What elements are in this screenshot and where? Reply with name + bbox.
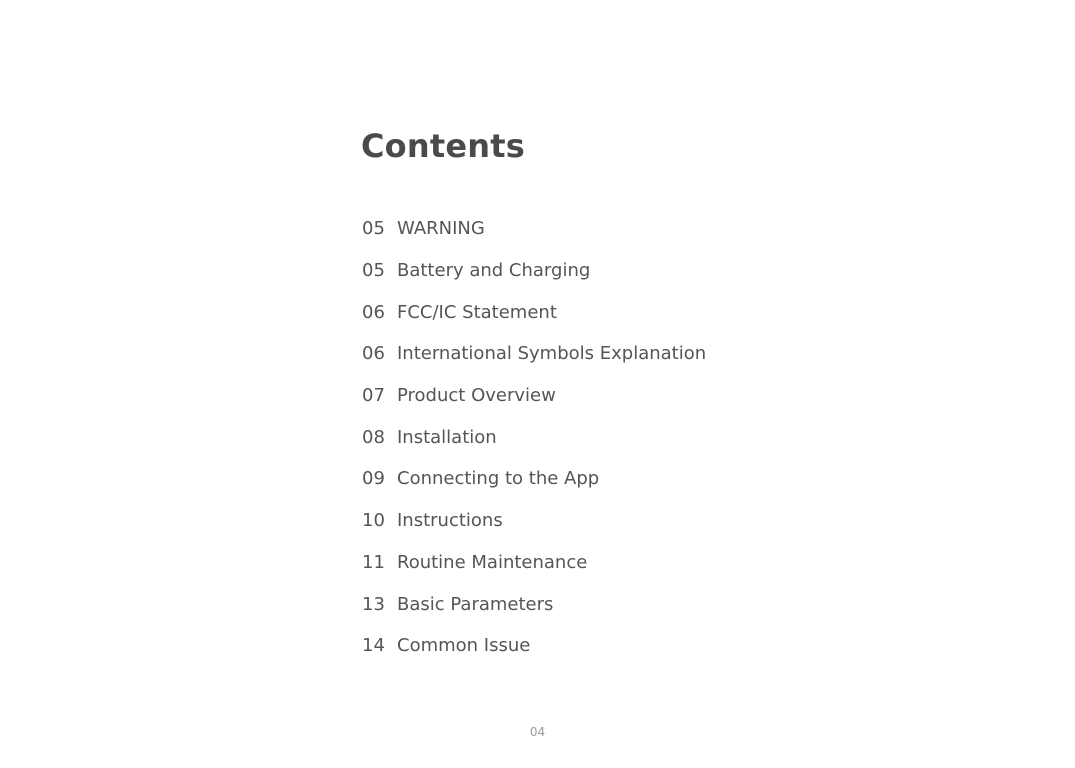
toc-entry-warning[interactable]	[362, 208, 706, 250]
toc-label: Instructions	[397, 510, 503, 532]
toc-label: Routine Maintenance	[397, 551, 588, 573]
table-of-contents	[362, 208, 706, 667]
toc-page-number: 05	[362, 260, 385, 282]
toc-page-number: 07	[362, 385, 385, 407]
toc-entry-battery-and-charging[interactable]	[362, 250, 706, 292]
toc-page-number: 14	[362, 635, 385, 657]
toc-entry-basic-parameters[interactable]	[362, 583, 706, 625]
toc-entry-international-symbols[interactable]	[362, 333, 706, 375]
page-title: Contents	[361, 127, 525, 165]
page-number: 04	[529, 725, 546, 739]
toc-label: WARNING	[397, 218, 485, 240]
toc-page-number: 10	[362, 510, 385, 532]
toc-entry-routine-maintenance[interactable]	[362, 542, 706, 584]
toc-label: International Symbols Explanation	[397, 343, 707, 365]
toc-label: Battery and Charging	[397, 260, 591, 282]
toc-page-number: 09	[362, 468, 385, 490]
toc-label: FCC/IC Statement	[397, 301, 557, 323]
toc-page-number: 06	[362, 301, 385, 323]
toc-label: Common Issue	[397, 635, 531, 657]
toc-entry-installation[interactable]	[362, 416, 706, 458]
toc-page-number: 08	[362, 426, 385, 448]
toc-label: Product Overview	[397, 385, 556, 407]
toc-entry-common-issue[interactable]	[362, 625, 706, 667]
toc-label: Basic Parameters	[397, 593, 554, 615]
toc-page-number: 13	[362, 593, 385, 615]
toc-entry-product-overview[interactable]	[362, 375, 706, 417]
toc-page-number: 11	[362, 551, 385, 573]
toc-entry-instructions[interactable]	[362, 500, 706, 542]
toc-label: Connecting to the App	[397, 468, 600, 490]
toc-entry-connecting-to-app[interactable]	[362, 458, 706, 500]
toc-page-number: 06	[362, 343, 385, 365]
toc-entry-fcc-ic-statement[interactable]	[362, 291, 706, 333]
toc-label: Installation	[397, 426, 497, 448]
toc-page-number: 05	[362, 218, 385, 240]
